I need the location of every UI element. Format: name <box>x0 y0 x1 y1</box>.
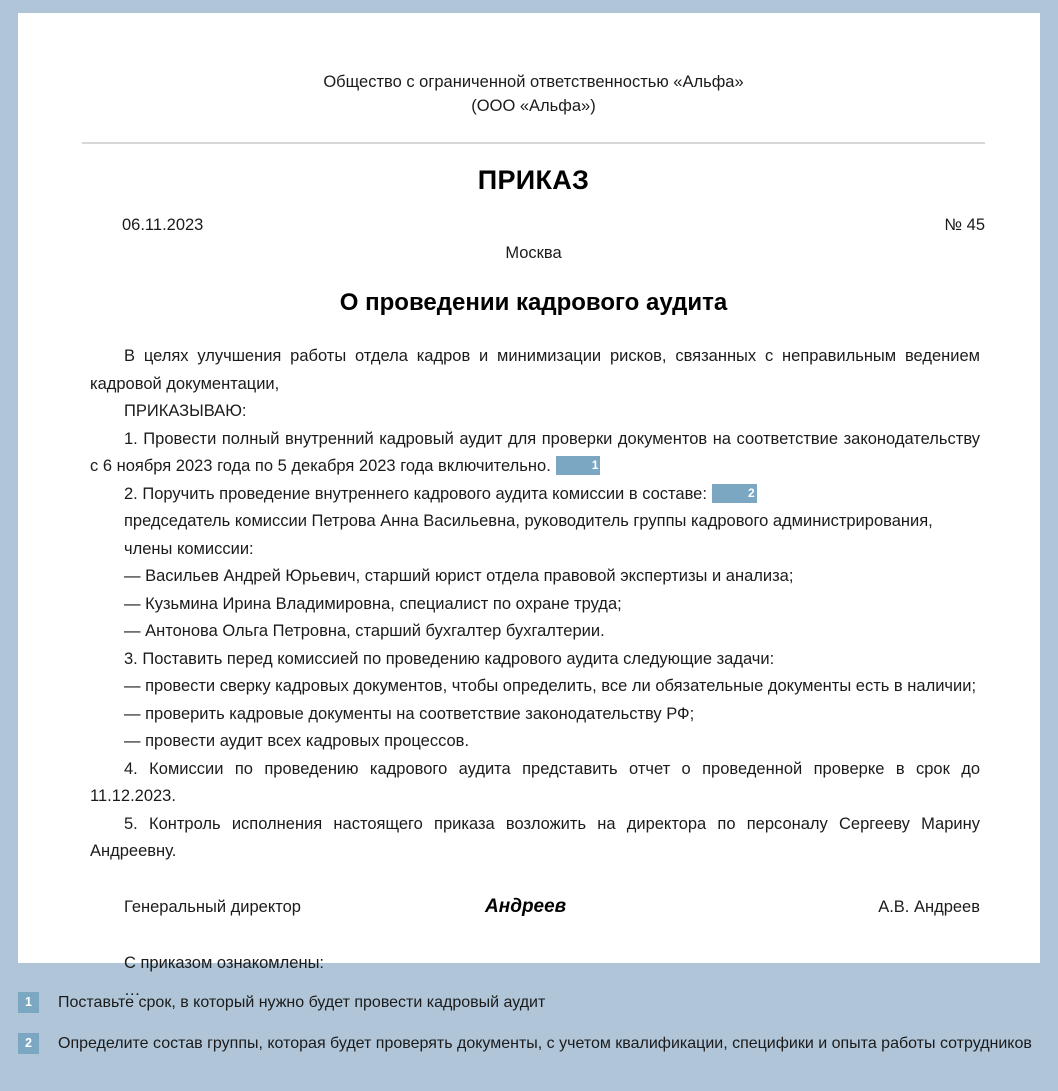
footnotes-list <box>18 990 1040 1072</box>
document-meta-row <box>82 216 985 238</box>
acknowledgement-placeholder: … <box>124 981 141 999</box>
paragraph-item-4: 4. Комиссии по проведению кадрового аудита представить отчет о проведенной проверке в срок до 11.12.2023. <box>90 759 980 805</box>
handwritten-signature: Андреев <box>485 895 567 917</box>
footnote-marker-2[interactable]: 2 <box>712 484 757 503</box>
footnote-item <box>18 990 1040 1015</box>
footnote-text-1: Поставьте срок, в который нужно будет провести кадровый аудит <box>58 994 546 1011</box>
document-title: О проведении кадрового аудита <box>339 289 728 316</box>
footnote-badge-2[interactable]: 2 <box>18 1033 39 1054</box>
paragraph-item-1 <box>90 426 980 481</box>
paragraph-item-3: 3. Поставить перед комиссией по проведению кадрового аудита следующие задачи: <box>124 649 775 668</box>
organization-full-name: Общество с ограниченной ответственностью «Альфа» <box>323 73 744 91</box>
document-city: Москва <box>505 244 562 262</box>
task-2: — проверить кадровые документы на соответствие законодательству РФ; <box>124 704 695 723</box>
footnote-marker-1[interactable]: 1 <box>556 456 601 475</box>
task-1: — провести сверку кадровых документов, чтобы определить, все ли обязательные документы есть в наличии; <box>124 677 977 695</box>
signature-row <box>90 895 980 924</box>
header-divider <box>82 142 985 144</box>
commission-member-1: — Васильев Андрей Юрьевич, старший юрист отдела правовой экспертизы и анализа; <box>124 567 794 585</box>
document-body <box>90 343 980 866</box>
paragraph-item-5: 5. Контроль исполнения настоящего приказа возложить на директора по персоналу Сергееву Марину Андреевну. <box>90 814 980 860</box>
document-card <box>18 13 1040 999</box>
paragraph-order-word: ПРИКАЗЫВАЮ: <box>124 402 247 420</box>
footnote-item <box>18 1031 1040 1056</box>
footnote-text-2: Определите состав группы, которая будет проверять документы, с учетом квалификации, специфики и опыта работы сотрудников <box>58 1035 1032 1052</box>
footnote-badge-1[interactable]: 1 <box>18 992 39 1013</box>
item-2-text: 2. Поручить проведение внутреннего кадрового аудита комиссии в составе: <box>124 484 707 503</box>
paragraph-item-2 <box>90 481 980 509</box>
commission-member-2: — Кузьмина Ирина Владимировна, специалист по охране труда; <box>124 594 622 613</box>
organization-header <box>82 13 985 118</box>
signer-position: Генеральный директор <box>124 897 301 916</box>
paragraph-commission-chair: председатель комиссии Петрова Анна Васильевна, руководитель группы кадрового администрирования, <box>124 512 933 530</box>
task-3: — провести аудит всех кадровых процессов. <box>124 732 470 750</box>
document-number: № 45 <box>944 216 985 234</box>
commission-member-3: — Антонова Ольга Петровна, старший бухгалтер бухгалтерии. <box>124 622 605 640</box>
document-date: 06.11.2023 <box>122 216 204 234</box>
item-1-text: 1. Провести полный внутренний кадровый аудит для проверки документов на соответствие законодательству с 6 ноября 2023 года по 5 декабря 2023 года включительно. <box>90 429 980 475</box>
document-content <box>82 13 985 1005</box>
signer-name: А.В. Андреев <box>878 897 980 916</box>
document-kind-heading: ПРИКАЗ <box>477 165 590 195</box>
acknowledgement-label: С приказом ознакомлены: <box>124 953 325 972</box>
organization-short-name: (ООО «Альфа») <box>471 97 596 115</box>
paragraph-preamble: В целях улучшения работы отдела кадров и минимизации рисков, связанных с неправильным ведением кадровой документации, <box>90 347 980 393</box>
paragraph-members-label: члены комиссии: <box>124 539 254 558</box>
